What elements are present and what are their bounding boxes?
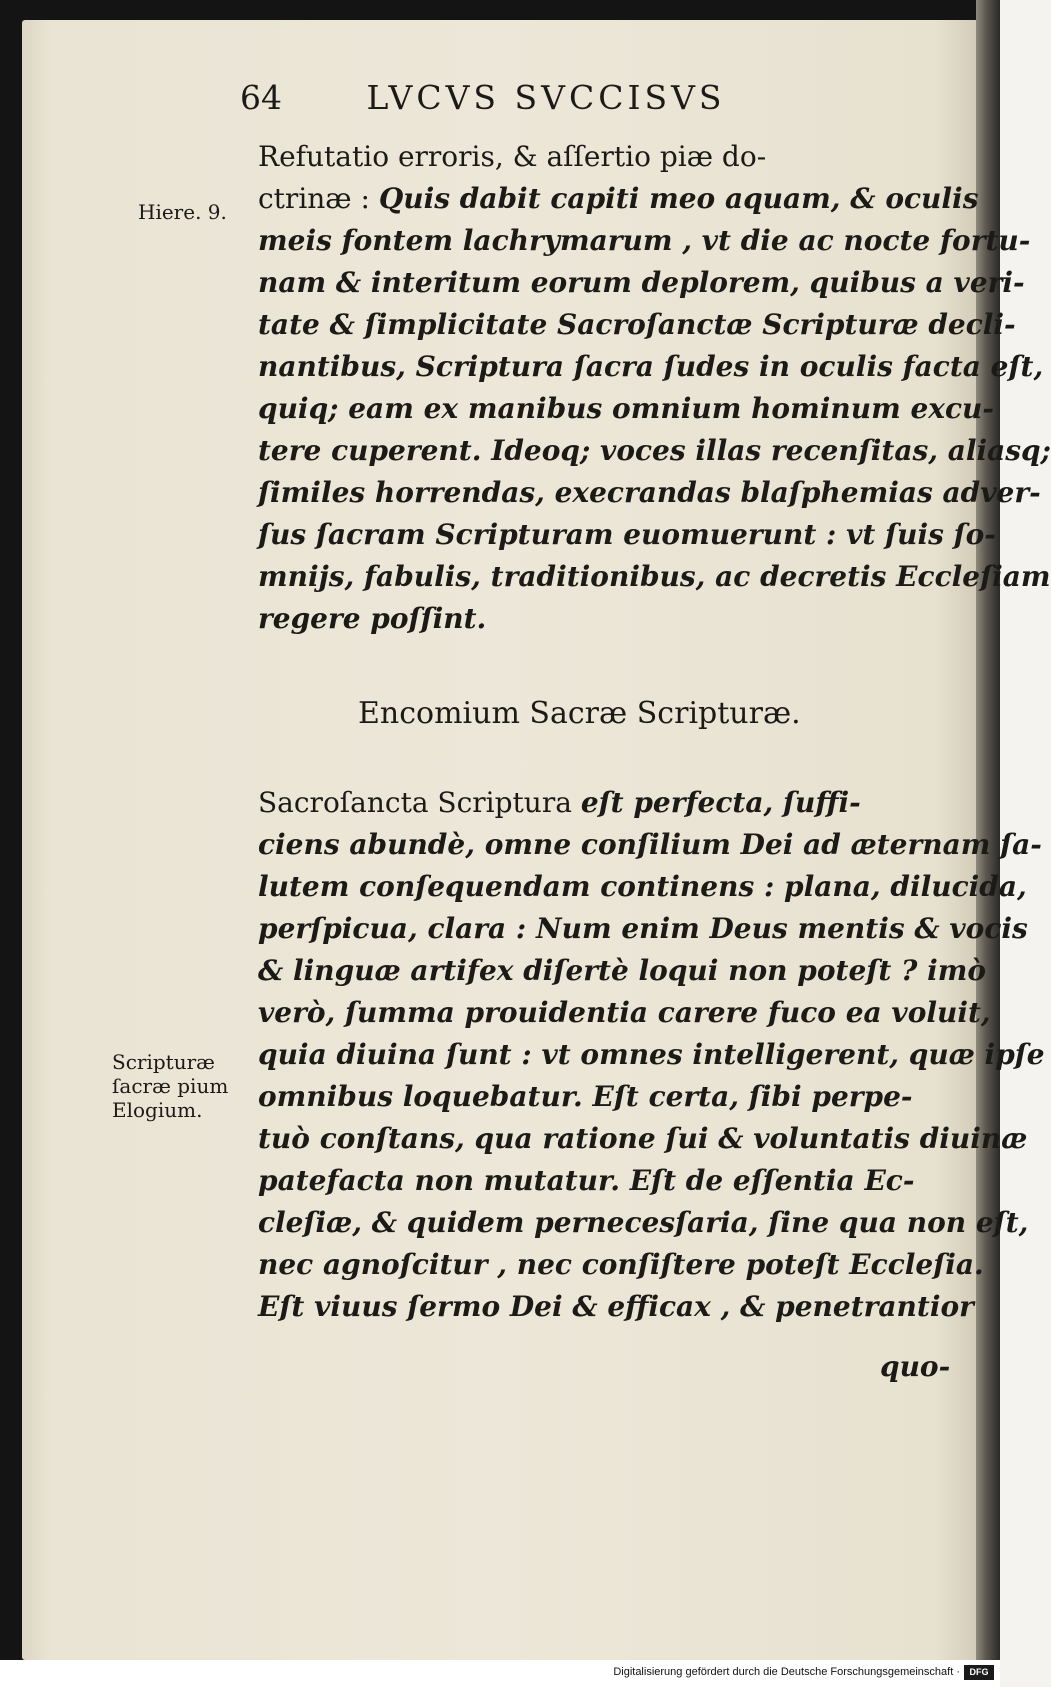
italic-text: lutem conſequendam continens : plana, dilucida, xyxy=(258,870,1027,903)
text-line xyxy=(258,136,920,178)
footer-bar xyxy=(0,1660,1000,1687)
dfg-logo: DFG xyxy=(964,1665,994,1680)
text-line xyxy=(258,388,994,430)
italic-text: ciens abundè, omne conſilium Dei ad æternam ſa- xyxy=(258,828,1042,861)
italic-text: ſimiles horrendas, execrandas blaſphemias adver- xyxy=(258,476,1041,509)
italic-text: Eſt viuus ſermo Dei & efficax , & penetrantior xyxy=(258,1290,974,1323)
text-line xyxy=(258,1160,920,1202)
text-line xyxy=(258,472,1041,514)
italic-text: eſt perfecta, ſuffi- xyxy=(580,786,861,819)
italic-text: nantibus, Scriptura ſacra ſudes in oculis facta eſt, xyxy=(258,350,1044,383)
text-line xyxy=(258,598,920,640)
italic-text: regere poſſint. xyxy=(258,602,487,635)
text-line xyxy=(258,430,1051,472)
roman-text: Sacroſancta Scriptura xyxy=(258,786,581,819)
italic-text: Quis dabit capiti meo aquam, & oculis xyxy=(378,182,979,215)
italic-text: tate & ſimplicitate Sacroſanctæ Scripturæ decli- xyxy=(258,308,1016,341)
text-line xyxy=(258,178,979,220)
margin-note-elogium xyxy=(112,1050,228,1122)
running-title: LVCVS SVCCISVS xyxy=(366,78,726,117)
italic-text: tere cuperent. Ideoq; voces illas recenſitas, aliasq; xyxy=(258,434,1051,467)
paragraph-refutatio xyxy=(258,136,1051,640)
running-head xyxy=(240,78,800,117)
paragraph-encomium xyxy=(258,782,1045,1328)
text-line xyxy=(258,262,1025,304)
text-line xyxy=(258,220,1031,262)
italic-text: mnijs, fabulis, traditionibus, ac decretis Eccleſiam xyxy=(258,560,1051,593)
italic-text: meis fontem lachrymarum , vt die ac nocte fortu- xyxy=(258,224,1031,257)
margin-note-line: Elogium. xyxy=(112,1098,203,1122)
section-heading: Encomium Sacræ Scripturæ. xyxy=(358,696,801,731)
text-line xyxy=(258,556,1051,598)
italic-text: nec agnoſcitur , nec conſiſtere poteſt Eccleſia. xyxy=(258,1248,984,1281)
text-line xyxy=(258,514,996,556)
funding-credit: Digitalisierung gefördert durch die Deutsche Forschungsgemeinschaft · xyxy=(613,1666,960,1678)
italic-text: ſus ſacram Scripturam euomuerunt : vt ſuis ſo- xyxy=(258,518,996,551)
text-line xyxy=(258,1202,1029,1244)
italic-text: tuò conſtans, qua ratione ſui & voluntatis diuinæ xyxy=(258,1122,1028,1155)
italic-text: cleſiæ, & quidem pernecesſaria, ſine qua non eſt, xyxy=(258,1206,1029,1239)
margin-note-line: ſacræ pium xyxy=(112,1074,229,1098)
text-line xyxy=(258,1286,974,1328)
italic-text: & linguæ artifex diſertè loqui non poteſt ? imò xyxy=(258,954,987,987)
italic-text: omnibus loquebatur. Eſt certa, ſibi perpe- xyxy=(258,1080,913,1113)
margin-note-line: Scripturæ xyxy=(112,1050,215,1074)
roman-text: ctrinæ : xyxy=(258,182,379,215)
italic-text: quia diuina ſunt : vt omnes intelligerent, quæ ipſe xyxy=(258,1038,1045,1071)
text-line xyxy=(258,1118,1028,1160)
text-line xyxy=(258,346,1044,388)
italic-text: perſpicua, clara : Num enim Deus mentis & vocis xyxy=(258,912,1028,945)
text-line xyxy=(258,950,987,992)
margin-note-reference: Hiere. 9. xyxy=(138,200,227,224)
text-line xyxy=(258,908,1028,950)
text-line xyxy=(258,304,1016,346)
text-line xyxy=(258,1034,1045,1076)
text-line xyxy=(258,782,920,824)
italic-text: verò, ſumma prouidentia carere fuco ea voluit, xyxy=(258,996,991,1029)
text-line xyxy=(258,992,991,1034)
roman-text: Refutatio erroris, & aſſertio piæ do- xyxy=(258,140,767,173)
page-number: 64 xyxy=(240,78,282,117)
text-line xyxy=(258,1076,920,1118)
italic-text: patefacta non mutatur. Eſt de eſſentia Ec- xyxy=(258,1164,915,1197)
text-line xyxy=(258,1244,984,1286)
text-line xyxy=(258,866,1027,908)
text-line xyxy=(258,824,1042,866)
catchword: quo- xyxy=(880,1350,951,1383)
italic-text: nam & interitum eorum deplorem, quibus a veri- xyxy=(258,266,1025,299)
italic-text: quiq; eam ex manibus omnium hominum excu- xyxy=(258,392,994,425)
